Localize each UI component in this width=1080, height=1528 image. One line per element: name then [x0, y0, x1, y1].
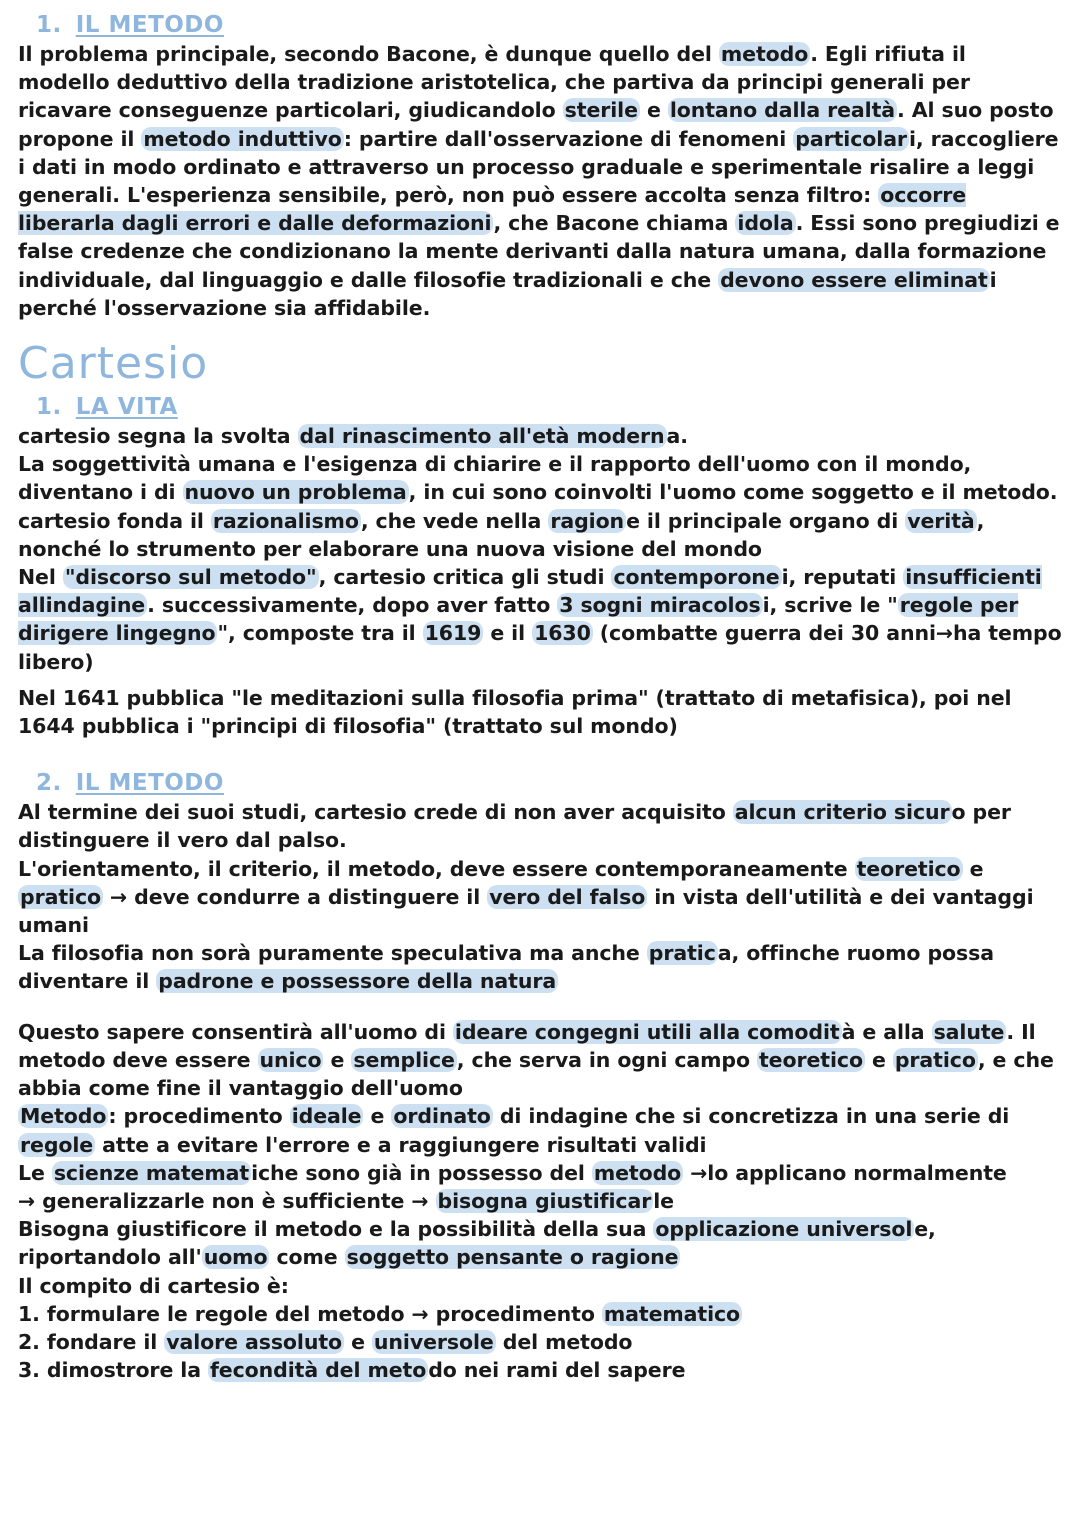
vita-paragraph-3: Nel "discorso sul metodo", cartesio critica gli studi contemporonei, reputati insufficienti allindagine. successivamente, dopo aver fatto 3 sogni miracolosi, scrive le "regole per dirigere lingegno", composte tra il 1619 e il 1630 (combatte guerra dei 30 anni→ha tempo libero) — [18, 565, 1062, 674]
highlight: metodo induttivo — [143, 126, 342, 151]
highlight: matematico — [603, 1301, 741, 1326]
highlight: 1630 — [534, 621, 591, 646]
highlight: razionalismo — [212, 508, 359, 533]
highlight: universole — [373, 1329, 494, 1354]
vita-paragraph-1: cartesio segna la svolta dal rinascimento all'età moderna. — [18, 424, 688, 449]
section-number: 2. — [36, 770, 62, 797]
highlight: semplice — [353, 1047, 455, 1072]
section-number: 1. — [36, 12, 62, 38]
highlight: ideale — [291, 1104, 362, 1129]
highlight: verità — [907, 508, 975, 533]
metodo-paragraph-9: Il compito di cartesio è: — [18, 1273, 289, 1298]
section-heading-cartesio-metodo — [18, 768, 1062, 798]
highlight: idola — [737, 211, 794, 236]
highlight: pratico — [20, 884, 101, 909]
bacone-metodo-paragraph: Il problema principale, secondo Bacone, è dunque quello del metodo. Egli rifiuta il modello deduttivo della tradizione aristotelica, che partiva da principi generali per ricavare conseguenze particolari, giudicandolo sterile e lontano dalla realtà. Al suo posto propone il metodo induttivo: partire dall'osservazione di fenomeni particolari, raccogliere i dati in modo ordinato e attraverso un processo graduale e sperimentale risalire a leggi generali. L'esperienza sensibile, però, non può essere accolta senza filtro: occorre liberarla dagli errori e dalle deformazioni, che Bacone chiama idola. Essi sono pregiudizi e false credenze che condizionano la mente derivanti dalla natura umana, dalla formazione individuale, dal linguaggio e dalle filosofie tradizionali e che devono essere eliminati perché l'osservazione sia affidabile. — [18, 42, 1060, 320]
metodo-paragraph-1: Al termine dei suoi studi, cartesio crede di non aver acquisito alcun criterio sicuro per distinguere il vero dal palso. — [18, 800, 1011, 853]
section-heading-bacone-metodo — [18, 10, 1062, 40]
cartesio-title: Cartesio — [18, 338, 209, 390]
section-heading-vita — [18, 392, 1062, 422]
highlight: teoretico — [856, 856, 961, 881]
notes-page — [18, 10, 1062, 1384]
highlight: vero del falso — [489, 884, 646, 909]
highlight: alcun criterio sicur — [734, 800, 950, 825]
section-number: 1. — [36, 394, 62, 421]
highlight: occorre liberarla dagli errori e dalle deformazioni — [18, 183, 967, 236]
highlight: pratic — [648, 941, 716, 966]
highlight: unico — [259, 1047, 322, 1072]
highlight: lontano dalla realtà — [669, 98, 896, 123]
compito-list-item-1: 1. formulare le regole del metodo → procedimento matematico — [18, 1301, 741, 1326]
highlight: 3 sogni miracolos — [559, 593, 761, 618]
metodo-paragraph-4: Questo sapere consentirà all'uomo di ideare congegni utili alla comodità e alla salute. Il metodo deve essere unico e semplice, che serva in ogni campo teoretico e pratico, e che abbia come fine il vantaggio dell'uomo — [18, 1019, 1054, 1101]
highlight: contemporone — [613, 565, 780, 590]
highlight: nuovo un problema — [184, 480, 407, 505]
metodo-paragraph-2: L'orientamento, il criterio, il metodo, deve essere contemporaneamente teoretico e pratico → deve condurre a distinguere il vero del falso in vista dell'utilità e dei vantaggi umani — [18, 856, 1034, 938]
highlight: regole — [20, 1132, 94, 1157]
highlight: metodo — [593, 1160, 682, 1185]
highlight: metodo — [720, 42, 809, 66]
highlight: "discorso sul metodo" — [64, 565, 317, 590]
highlight: sterile — [564, 98, 638, 123]
highlight: teoretico — [758, 1047, 863, 1072]
highlight: opplicazione universol — [655, 1217, 913, 1242]
highlight: padrone e possessore della natura — [158, 969, 557, 994]
highlight: devono essere eliminat — [720, 267, 988, 292]
highlight: ideare congegni utili alla comodit — [454, 1019, 840, 1044]
vita-paragraph-2: La soggettività umana e l'esigenza di chiarire e il rapporto dell'uomo con il mondo, diventano i di nuovo un problema, in cui sono coinvolti l'uomo come soggetto e il metodo. cartesio fonda il razionalismo, che vede nella ragione il principale organo di verità, nonché lo strumento per elaborare una nuova visione del mondo — [18, 452, 1058, 561]
highlight: pratico — [894, 1047, 976, 1072]
metodo-paragraph-3: La filosofia non sorà puramente speculativa ma anche pratica, offinche ruomo possa diventare il padrone e possessore della natura — [18, 941, 994, 994]
metodo-paragraph-7: → generalizzarle non è sufficiente → bisogna giustificarle — [18, 1188, 674, 1213]
highlight: uomo — [203, 1245, 268, 1270]
highlight: 1619 — [424, 621, 482, 646]
highlight: salute — [933, 1019, 1005, 1044]
highlight: ordinato — [393, 1104, 491, 1129]
metodo-definition: Metodo: procedimento ideale e ordinato di indagine che si concretizza in una serie di regole atte a evitare l'errore e a raggiungere risultati validi — [20, 1104, 1010, 1157]
section-title: LA VITA — [75, 394, 178, 421]
highlight: valore assoluto — [166, 1329, 343, 1354]
vita-paragraph-4: Nel 1641 pubblica "le meditazioni sulla filosofia prima" (trattato di metafisica), poi nel 1644 pubblica i "principi di filosofia" (trattato sul mondo) — [18, 685, 1012, 739]
highlight: Metodo — [20, 1104, 107, 1129]
metodo-paragraph-6: Le scienze matematiche sono già in possesso del metodo →lo applicano normalmente — [18, 1160, 1007, 1185]
compito-list-item-2: 2. fondare il valore assoluto e universole del metodo — [18, 1329, 633, 1354]
highlight: bisogna giustificar — [437, 1188, 652, 1213]
highlight: dal rinascimento all'età modern — [299, 424, 665, 449]
highlight: insufficienti allindagine — [18, 565, 1042, 618]
highlight: ragion — [550, 508, 625, 533]
compito-list-item-3: 3. dimostrore la fecondità del metodo nei rami del sapere — [18, 1358, 686, 1383]
highlight: fecondità del meto — [209, 1358, 427, 1383]
section-title: IL METODO — [75, 12, 224, 38]
highlight: regole per dirigere lingegno — [18, 593, 1019, 646]
section-title: IL METODO — [75, 770, 224, 797]
highlight: particolar — [795, 126, 907, 151]
highlight: scienze matemat — [53, 1160, 250, 1185]
highlight: soggetto pensante o ragione — [346, 1245, 679, 1270]
metodo-paragraph-8: Bisogna giustificore il metodo e la possibilità della sua opplicazione universole, riportandolo all'uomo come soggetto pensante o ragione — [18, 1217, 936, 1270]
